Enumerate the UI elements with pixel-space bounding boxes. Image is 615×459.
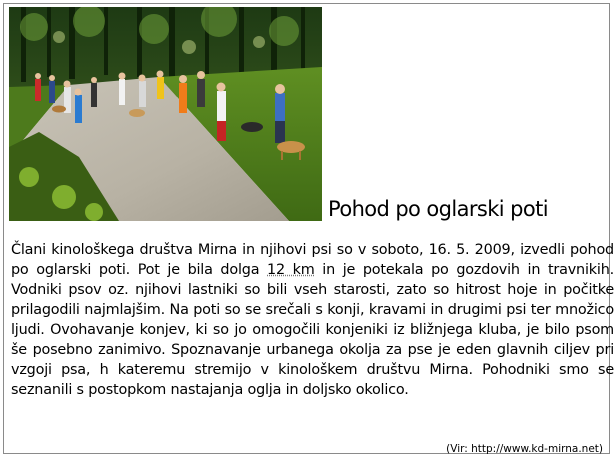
article-title: Pohod po oglarski poti — [328, 197, 548, 221]
body-text-part1: Člani kinološkega društva Mirna in njihovi psi so v soboto, 16. 5. 2009, izvedli pohod po oglarski poti. Pot je bila dolga — [11, 242, 614, 278]
distance-value: 12 km — [267, 262, 315, 278]
article-frame — [3, 3, 614, 455]
article-source: (Vir: http://www.kd-mirna.net) — [446, 443, 603, 455]
article-body — [11, 240, 614, 400]
body-text-part2: in je potekala po gozdovih in travnikih. Vodniki psov oz. njihovi lastniki so bili vseh starosti, zato so hitrost hoje in počitke prilagodili najmlajšim. Na poti so se srečali s konji, kravami in drugimi psi ter množico ljudi. Ovohavanje konjev, ki so jo omogočili konjeniki iz bližnjega kluba, je bilo psom še posebno zanimivo. Spoznavanje urbanega okolja za pse je eden glavnih ciljev pri vzgoji psa, h kateremu stremijo v kinološkem društvu Mirna. Pohodniki smo se seznanili s postopkom nastajanja oglja in doljsko okolico. — [11, 262, 614, 398]
article-photo — [9, 7, 322, 221]
